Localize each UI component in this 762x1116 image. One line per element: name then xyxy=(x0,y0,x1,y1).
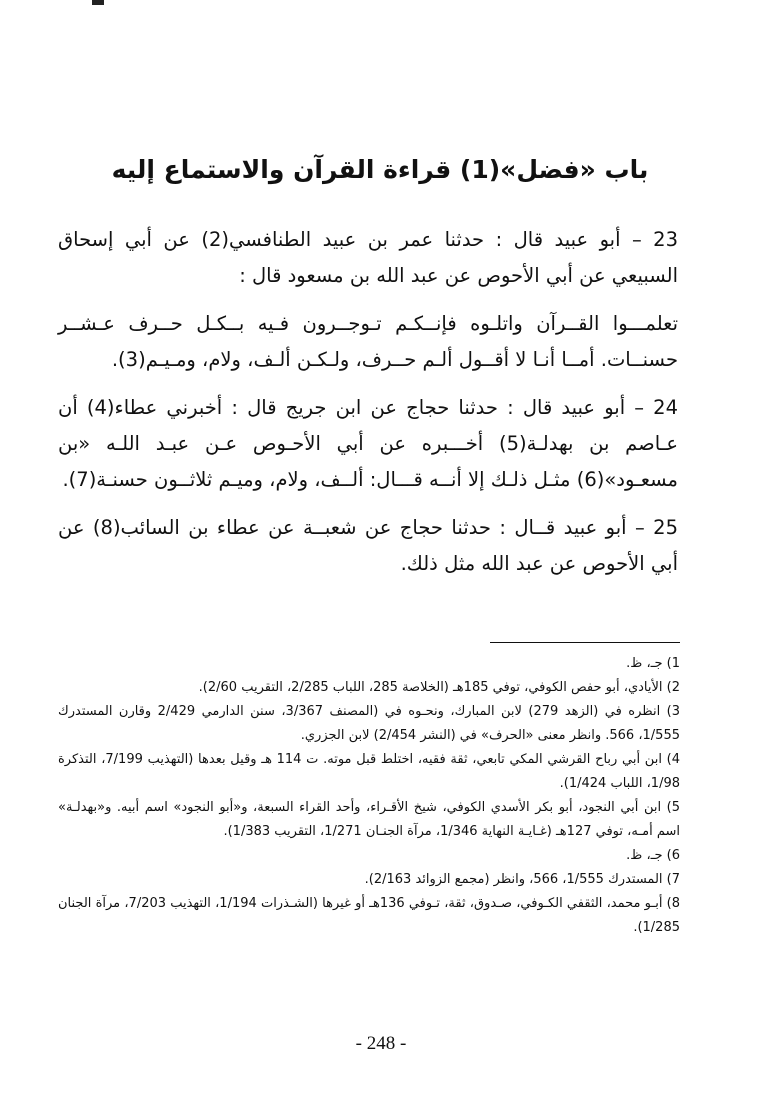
scan-mark xyxy=(92,0,104,5)
footnote-4: 4) ابن أبي رباح القرشي المكي تابعي، ثقة فقيه، اختلط قبل موته. ت 114 هـ وقيل بعدها (التهذيب 7/199، التذكرة 1/98، اللباب 1/424). xyxy=(58,752,680,791)
footnote-6: 6) جـ، ظ. xyxy=(626,848,680,863)
footnote-7: 7) المستدرك 1/555، 566، وانظر (مجمع الزوائد 2/163). xyxy=(364,872,680,887)
hadith-paragraph-23: 23 – أبو عبيد قال : حدثنا عمر بن عبيد الطنافسي(2) عن أبي إسحاق السبيعي عن أبي الأحوص عن عبد الله بن مسعود قال : xyxy=(58,228,678,287)
main-text xyxy=(58,222,678,582)
footnote-8: 8) أبـو محمد، الثقفي الكـوفي، صـدوق، ثقة، تـوفي 136هـ أو غيرها (الشـذرات 1/194، التهذيب 7/203، مرآة الجنان 1/285). xyxy=(58,896,680,935)
footnote-separator xyxy=(490,642,680,643)
chapter-heading: باب «فضل»(1) قراءة القرآن والاستماع إليه xyxy=(111,155,649,184)
footnote-2: 2) الأيادي، أبو حفص الكوفي، توفي 185هـ (الخلاصة 285، اللباب 2/285، التقريب 2/60). xyxy=(198,680,680,695)
page-number: - 248 - xyxy=(355,1033,407,1054)
hadith-paragraph-25: 25 – أبو عبيد قــال : حدثنا حجاج عن شعبــة عن عطاء بن السائب(8) عن أبي الأحوص عن عبد الله مثل ذلك. xyxy=(58,516,678,575)
footnotes xyxy=(58,652,680,940)
footnote-1: 1) جـ، ظ. xyxy=(626,656,680,671)
hadith-quote: تعلمـــوا القــرآن واتلـوه فإنــكـم تـوجــرون فـيه بــكـل حــرف عـشــر حسنــات. أمــا أنـا لا أقــول ألـم حــرف، ولـكـن ألـف، ولام، ومـيـم(3). xyxy=(58,312,678,371)
footnote-5: 5) ابن أبي النجود، أبو بكر الأسدي الكوفي، شيخ الأقـراء، وأحد القراء السبعة، و«أبو النجود» اسم أبيه. و«بهدلـة» اسم أمـه، توفي 127هـ (غـايـة النهاية 1/346، مرآة الجنـان 1/271، التقريب 1/383). xyxy=(58,800,680,839)
footnote-3: 3) انظره في (الزهد 279) لابن المبارك، ونحـوه في (المصنف 3/367، سنن الدارمي 2/429 وقارن المستدرك 1/555، 566. وانظر معنى «الحرف» في (النشر 2/454) لابن الجزري. xyxy=(58,704,681,743)
hadith-paragraph-24: 24 – أبو عبيد قال : حدثنا حجاج عن ابن جريج قال : أخبرني عطاء(4) أن عـاصم بن بهدلـة(5) أخـــبره عن أبي الأحـوص عـن عبـد اللـه «بن مسعـود»(6) مثـل ذلـك إلا أنــه قـــال: ألــف، ولام، وميـم ثلاثــون حسنـة(7). xyxy=(58,396,678,491)
